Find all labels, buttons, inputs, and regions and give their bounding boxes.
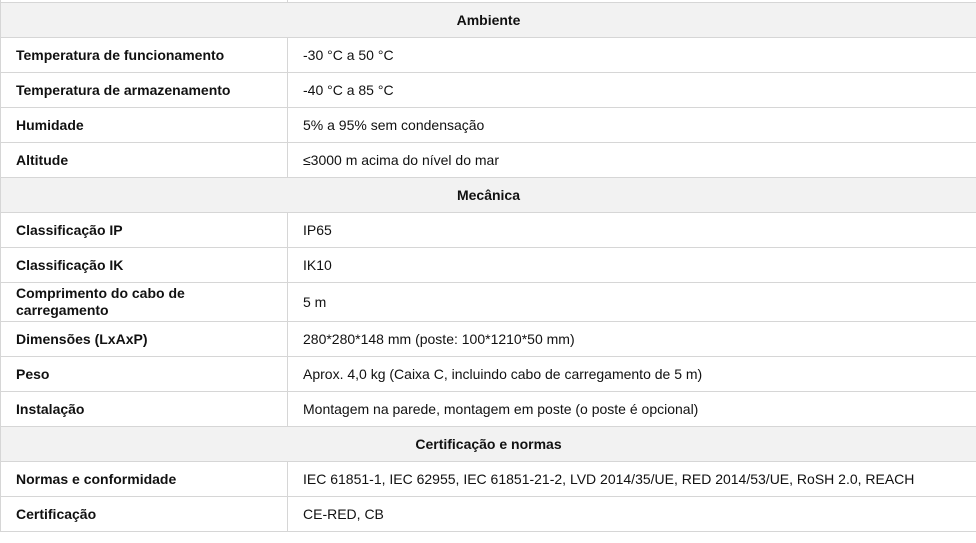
row-value: ≤3000 m acima do nível do mar [288, 143, 976, 178]
row-label: Temperatura de funcionamento [1, 38, 288, 73]
section-header-ambiente [1, 3, 976, 38]
row-value: Aprox. 4,0 kg (Caixa C, incluindo cabo de carregamento de 5 m) [288, 357, 976, 392]
section-title: Mecânica [1, 178, 976, 213]
row-label: Humidade [1, 108, 288, 143]
table-row [1, 213, 976, 248]
section-title: Ambiente [1, 3, 976, 38]
row-label: Instalação [1, 392, 288, 427]
table-row [1, 497, 976, 532]
row-value: IK10 [288, 248, 976, 283]
section-header-certificacao-e-normas [1, 427, 976, 462]
row-value: CE-RED, CB [288, 497, 976, 532]
row-label: Peso [1, 357, 288, 392]
row-value: 5 m [288, 283, 976, 322]
row-label: Comprimento do cabo de carregamento [1, 283, 288, 322]
table-row [1, 108, 976, 143]
row-value: IP65 [288, 213, 976, 248]
table-row [1, 143, 976, 178]
row-value: -30 °C a 50 °C [288, 38, 976, 73]
row-label: Dimensões (LxAxP) [1, 322, 288, 357]
table-row [1, 38, 976, 73]
row-label: Normas e conformidade [1, 462, 288, 497]
row-label: Certificação [1, 497, 288, 532]
row-value: 5% a 95% sem condensação [288, 108, 976, 143]
row-value: 280*280*148 mm (poste: 100*1210*50 mm) [288, 322, 976, 357]
table-row [1, 322, 976, 357]
table-row [1, 357, 976, 392]
table-row [1, 248, 976, 283]
table-row [1, 283, 976, 322]
row-label: Altitude [1, 143, 288, 178]
row-label: Classificação IP [1, 213, 288, 248]
section-title: Certificação e normas [1, 427, 976, 462]
table-row [1, 462, 976, 497]
table-row [1, 392, 976, 427]
section-header-mecanica [1, 178, 976, 213]
row-value: Montagem na parede, montagem em poste (o poste é opcional) [288, 392, 976, 427]
row-label: Temperatura de armazenamento [1, 73, 288, 108]
row-value: IEC 61851-1, IEC 62955, IEC 61851-21-2, LVD 2014/35/UE, RED 2014/53/UE, RoSH 2.0, REACH [288, 462, 976, 497]
row-label: Classificação IK [1, 248, 288, 283]
table-row [1, 73, 976, 108]
row-value: -40 °C a 85 °C [288, 73, 976, 108]
